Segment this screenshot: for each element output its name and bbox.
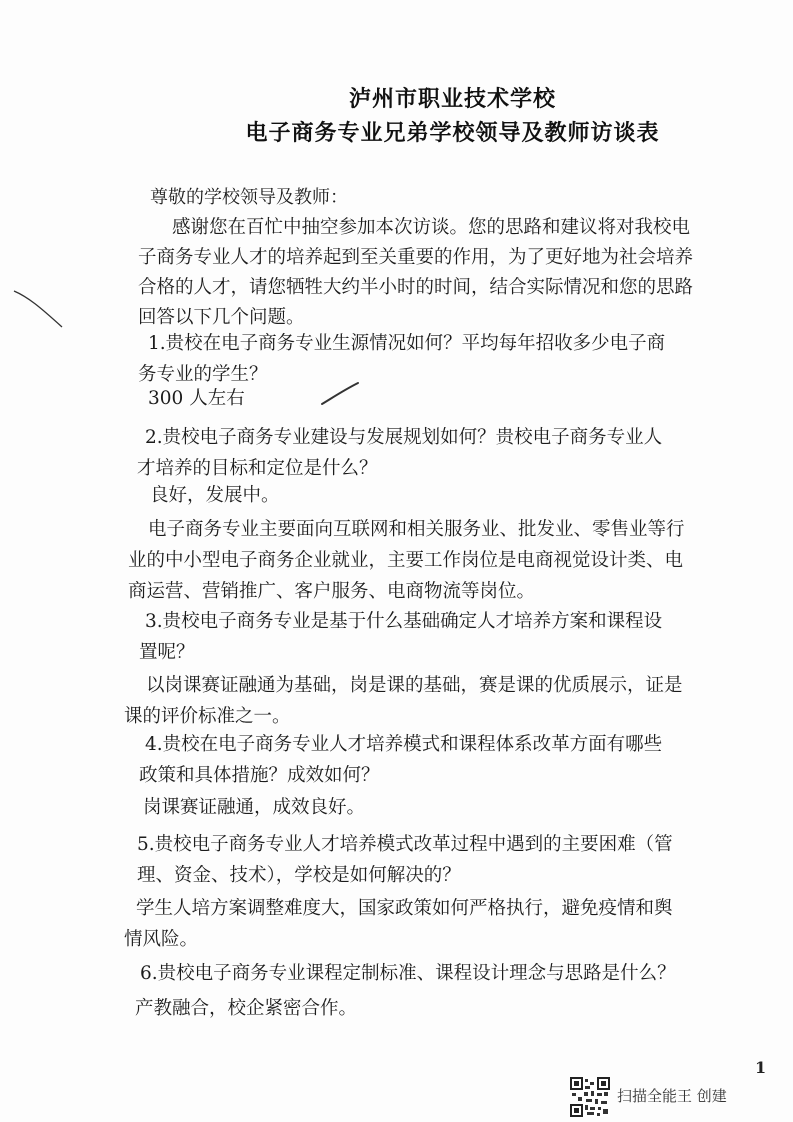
intro-line: 合格的人才，请您牺牲大约半小时的时间，结合实际情况和您的思路	[138, 277, 694, 298]
answer-2-detail	[128, 514, 685, 607]
question-line: 置呢？	[139, 642, 195, 663]
pen-stroke-mark	[10, 285, 70, 335]
answer-line: 电子商务专业主要面向互联网和相关服务业、批发业、零售业等行	[148, 519, 685, 540]
answer-3	[124, 670, 683, 732]
question-line: 1.贵校在电子商务专业生源情况如何？平均每年招收多少电子商	[148, 333, 666, 354]
question-line: 4.贵校在电子商务专业人才培养模式和课程体系改革方面有哪些	[145, 734, 663, 755]
question-2	[137, 422, 663, 484]
answer-line: 良好，发展中。	[150, 485, 280, 506]
intro-line: 感谢您在百忙中抽空参加本次访谈。您的思路和建议将对我校电	[172, 217, 691, 238]
question-line: 5.贵校电子商务专业人才培养模式改革过程中遇到的主要困难（管	[137, 834, 673, 855]
question-4	[139, 729, 663, 791]
question-line: 政策和具体措施？成效如何？	[139, 765, 380, 786]
page-number: 1	[755, 1058, 767, 1077]
answer-6	[135, 993, 357, 1024]
intro-line: 子商务专业人才的培养起到至关重要的作用，为了更好地为社会培养	[138, 247, 694, 268]
question-line: 3.贵校电子商务专业是基于什么基础确定人才培养方案和课程设	[145, 611, 663, 632]
answer-5	[124, 893, 673, 955]
document-subtitle: 电子商务专业兄弟学校领导及教师访谈表	[245, 120, 660, 146]
answer-line: 业的中小型电子商务企业就业，主要工作岗位是电商视觉设计类、电	[128, 550, 684, 571]
answer-line: 300 人左右	[148, 388, 245, 409]
answer-1	[148, 383, 245, 414]
question-line: 务专业的学生？	[138, 364, 268, 385]
scanner-watermark-text: 扫描全能王 创建	[617, 1087, 727, 1105]
question-line: 才培养的目标和定位是什么？	[137, 458, 378, 479]
intro-paragraph	[138, 213, 693, 333]
question-line: 理、资金、技术），学校是如何解决的？	[137, 865, 461, 886]
document-title: 泸州市职业技术学校	[348, 86, 556, 112]
salutation: 尊敬的学校领导及教师：	[150, 187, 348, 208]
qr-code-icon	[570, 1077, 610, 1117]
question-line: 6.贵校电子商务专业课程定制标准、课程设计理念与思路是什么？	[140, 963, 676, 984]
question-3	[139, 606, 663, 668]
question-line: 2.贵校电子商务专业建设与发展规划如何？贵校电子商务专业人	[145, 427, 663, 448]
answer-line: 产教融合，校企紧密合作。	[135, 998, 358, 1019]
answer-4	[143, 792, 365, 823]
answer-line: 商运营、营销推广、客户服务、电商物流等岗位。	[128, 581, 536, 602]
answer-line: 情风险。	[124, 929, 199, 950]
question-5	[137, 829, 673, 891]
answer-line: 岗课赛证融通，成效良好。	[143, 797, 366, 818]
answer-line: 以岗课赛证融通为基础，岗是课的基础，赛是课的优质展示，证是	[146, 675, 683, 696]
intro-line: 回答以下几个问题。	[138, 307, 305, 328]
answer-line: 课的评价标准之一。	[124, 706, 291, 727]
answer-line: 学生人培方案调整难度大，国家政策如何严格执行，避免疫情和舆	[136, 898, 673, 919]
question-1	[138, 328, 666, 390]
answer-2	[150, 480, 280, 511]
question-6	[140, 958, 676, 989]
check-mark	[318, 380, 363, 410]
